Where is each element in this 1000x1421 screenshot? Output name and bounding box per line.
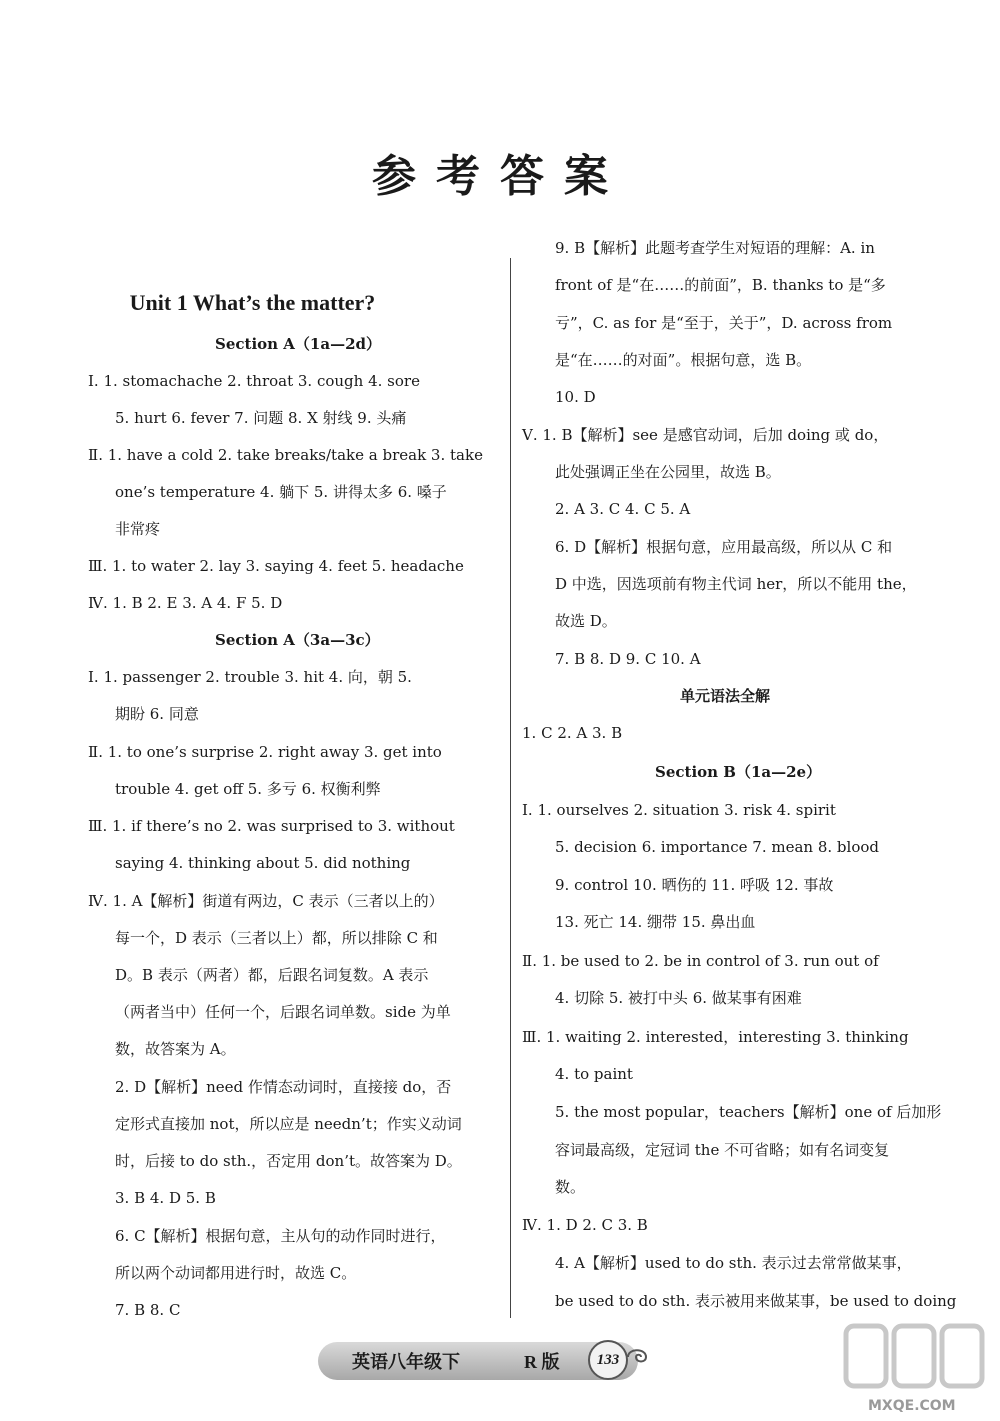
answer-line: 此处强调正坐在公园里，故选 B。 bbox=[555, 463, 781, 481]
answer-line: 7. B 8. C bbox=[115, 1301, 181, 1319]
answer-line: 数。 bbox=[555, 1178, 586, 1196]
answer-line: Ⅲ. 1. if there’s no 2. was surprised to 3. without bbox=[88, 817, 455, 835]
answer-line: 6. C【解析】根据句意，主从句的动作同时进行， bbox=[115, 1227, 446, 1245]
answer-line: 3. B 4. D 5. B bbox=[115, 1189, 216, 1207]
answer-line: Ⅳ. 1. A【解析】街道有两边，C 表示（三者以上的） bbox=[88, 892, 444, 910]
section-heading: Section B（1a—2e） bbox=[655, 763, 822, 781]
answer-line: Ⅴ. 1. B【解析】see 是感官动词，后加 doing 或 do， bbox=[522, 426, 889, 444]
answer-line: Ⅰ. 1. stomachache 2. throat 3. cough 4. sore bbox=[88, 372, 420, 390]
answer-line: saying 4. thinking about 5. did nothing bbox=[115, 854, 411, 872]
answer-line: 9. control 10. 晒伤的 11. 呼吸 12. 事故 bbox=[555, 876, 834, 894]
answer-line: D 中选，因选项前有物主代词 her，所以不能用 the， bbox=[555, 575, 917, 593]
answer-line: D。B 表示（两者）都，后跟名词复数。A 表示 bbox=[115, 966, 429, 984]
answer-line: 所以两个动词都用进行时，故选 C。 bbox=[115, 1264, 357, 1282]
answer-line: 故选 D。 bbox=[555, 612, 617, 630]
answer-line: be used to do sth. 表示被用来做某事，be used to doing bbox=[555, 1292, 957, 1310]
answer-line: 定形式直接加 not，所以应是 needn’t；作实义动词 bbox=[115, 1115, 462, 1133]
watermark-text: MXQE.COM bbox=[868, 1398, 956, 1414]
answer-line: 6. D【解析】根据句意，应用最高级，所以从 C 和 bbox=[555, 538, 893, 556]
unit-title: Unit 1 What’s the matter? bbox=[129, 290, 376, 315]
answer-line: 是“在……的对面”。根据句意，选 B。 bbox=[555, 351, 812, 369]
answer-line: Ⅳ. 1. B 2. E 3. A 4. F 5. D bbox=[88, 594, 283, 612]
footer-version: R 版 bbox=[524, 1352, 560, 1372]
answer-line: 13. 死亡 14. 绷带 15. 鼻出血 bbox=[555, 913, 756, 931]
answer-line: 5. the most popular，teachers【解析】one of 后加形 bbox=[555, 1103, 942, 1121]
answer-line: Ⅲ. 1. to water 2. lay 3. saying 4. feet 5. headache bbox=[88, 557, 464, 575]
answer-line: 9. B【解析】此题考查学生对短语的理解：A. in bbox=[555, 239, 875, 257]
answer-line: 容词最高级，定冠词 the 不可省略；如有名词变复 bbox=[555, 1141, 890, 1159]
column-divider bbox=[510, 258, 511, 1318]
section-heading: 单元语法全解 bbox=[680, 687, 771, 705]
answer-line: 非常疼 bbox=[115, 520, 161, 538]
answer-line: 4. A【解析】used to do sth. 表示过去常常做某事， bbox=[555, 1254, 912, 1272]
answer-line: Ⅰ. 1. passenger 2. trouble 3. hit 4. 向，朝 5. bbox=[88, 668, 412, 686]
answer-line: 5. decision 6. importance 7. mean 8. blood bbox=[555, 838, 879, 856]
watermark-logo-icon bbox=[840, 1318, 990, 1398]
section-heading: Section A（3a—3c） bbox=[215, 631, 380, 649]
answer-line: Ⅲ. 1. waiting 2. interested，interesting 3. thinking bbox=[522, 1028, 909, 1046]
answer-line: Ⅱ. 1. be used to 2. be in control of 3. run out of bbox=[522, 952, 879, 970]
answer-line: 数，故答案为 A。 bbox=[115, 1040, 236, 1058]
answer-line: 2. D【解析】need 作情态动词时，直接接 do，否 bbox=[115, 1078, 452, 1096]
answer-line: 亏”，C. as for 是“至于，关于”，D. across from bbox=[555, 314, 893, 332]
answer-line: 4. to paint bbox=[555, 1065, 633, 1083]
answer-line: 7. B 8. D 9. C 10. A bbox=[555, 650, 701, 668]
answer-line: 每一个，D 表示（三者以上）都，所以排除 C 和 bbox=[115, 929, 438, 947]
page-title: 参考答案 bbox=[372, 151, 628, 202]
answer-line: 1. C 2. A 3. B bbox=[522, 724, 623, 742]
answer-line: （两者当中）任何一个，后跟名词单数。side 为单 bbox=[115, 1003, 451, 1021]
swirl-ornament-icon bbox=[624, 1342, 654, 1372]
answer-line: 2. A 3. C 4. C 5. A bbox=[555, 500, 691, 518]
answer-line: Ⅰ. 1. ourselves 2. situation 3. risk 4. spirit bbox=[522, 801, 836, 819]
answer-line: Ⅱ. 1. to one’s surprise 2. right away 3. get into bbox=[88, 743, 442, 761]
section-heading: Section A（1a—2d） bbox=[215, 335, 381, 353]
answer-line: Ⅳ. 1. D 2. C 3. B bbox=[522, 1216, 648, 1234]
answer-line: 时，后接 to do sth.，否定用 don’t。故答案为 D。 bbox=[115, 1152, 462, 1170]
answer-line: 10. D bbox=[555, 388, 596, 406]
answer-line: front of 是“在……的前面”，B. thanks to 是“多 bbox=[555, 276, 886, 294]
answer-line: one’s temperature 4. 躺下 5. 讲得太多 6. 嗓子 bbox=[115, 483, 447, 501]
answer-line: Ⅱ. 1. have a cold 2. take breaks/take a break 3. take bbox=[88, 446, 483, 464]
footer-subject: 英语八年级下 bbox=[352, 1352, 460, 1373]
answer-line: 4. 切除 5. 被打中头 6. 做某事有困难 bbox=[555, 989, 802, 1007]
answer-line: 期盼 6. 同意 bbox=[115, 705, 199, 723]
page-number: 133 bbox=[588, 1340, 628, 1380]
answer-line: 5. hurt 6. fever 7. 问题 8. X 射线 9. 头痛 bbox=[115, 409, 407, 427]
answer-line: trouble 4. get off 5. 多亏 6. 权衡利弊 bbox=[115, 780, 381, 798]
